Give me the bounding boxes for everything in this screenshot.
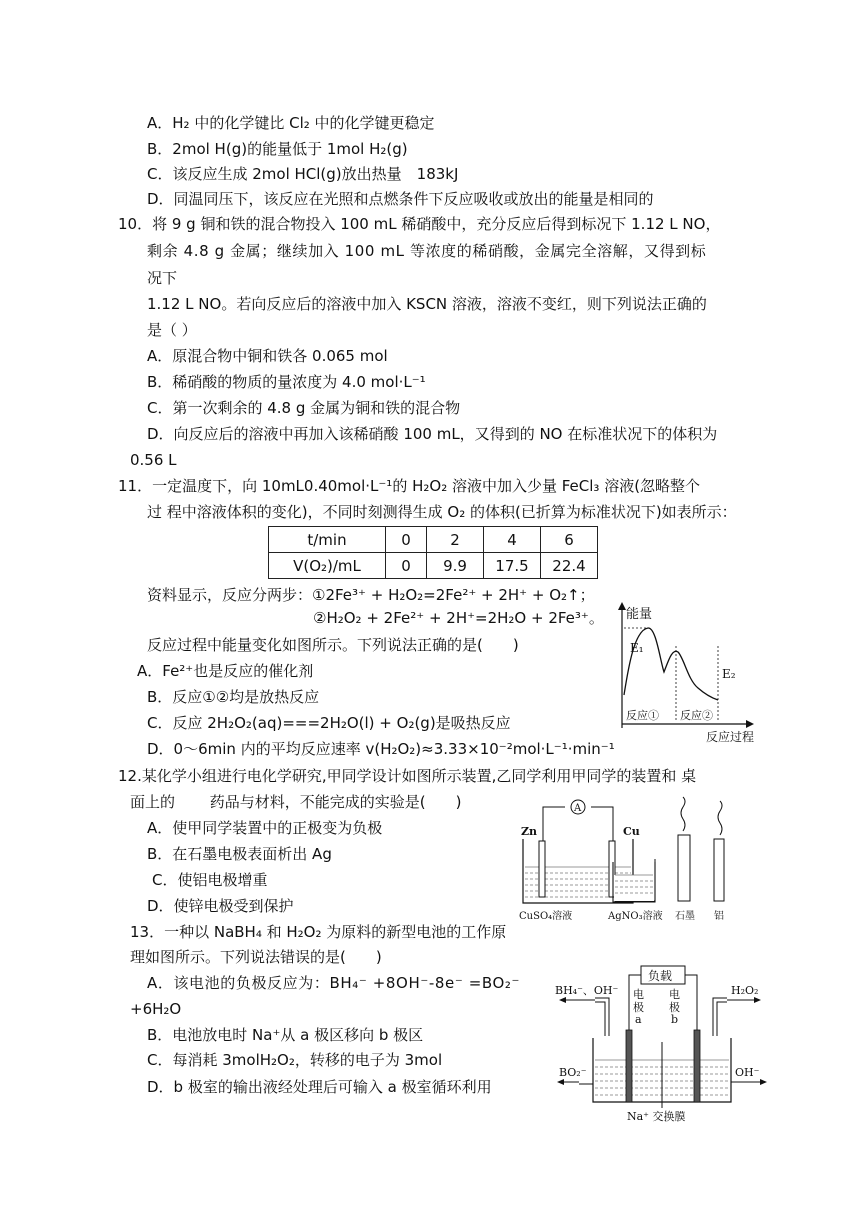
table-cell: 2	[427, 527, 484, 553]
q9-option-d: D．同温同压下，该反应在光照和点燃条件下反应吸收或放出的能量是相同的	[147, 190, 654, 208]
q11-stem-1: 11．一定温度下，向 10mL0.40mol·L⁻¹的 H₂O₂ 溶液中加入少量 FeCl₃ 溶液(忽略整个	[118, 477, 701, 495]
table-cell: 4	[484, 527, 541, 553]
energy-axis-label: 能量	[626, 607, 653, 622]
electrode-b-label-1: 电	[669, 988, 680, 1001]
electrode-a-label-1: 电	[633, 988, 644, 1001]
load-label: 负载	[648, 969, 673, 983]
electrode-b-label-2: 极	[669, 1001, 680, 1014]
q11-info-2: ②H₂O₂ + 2Fe²⁺ + 2H⁺=2H₂O + 2Fe³⁺。	[313, 609, 604, 627]
q10-option-b: B．稀硝酸的物质的量浓度为 4.0 mol·L⁻¹	[147, 373, 426, 391]
q13-option-b: B．电池放电时 Na⁺从 a 极区移向 b 极区	[147, 1026, 424, 1044]
cuso4-label: CuSO₄溶液	[519, 911, 573, 922]
q10-stem-5: 是（ ）	[147, 321, 197, 339]
step1-label: 反应①	[626, 709, 659, 722]
table-cell: t/min	[269, 527, 386, 553]
outlet-left-label: BO₂⁻	[559, 1066, 587, 1079]
table-cell: 0	[386, 553, 427, 579]
electrode-a-label-3: a	[635, 1013, 642, 1026]
zn-label: Zn	[521, 825, 538, 838]
q9-option-c: C．该反应生成 2mol HCl(g)放出热量 183kJ	[147, 165, 459, 183]
q10-option-a: A．原混合物中铜和铁各 0.065 mol	[147, 347, 388, 365]
electrode-b-label-3: b	[671, 1013, 679, 1026]
table-cell: 17.5	[484, 553, 541, 579]
e2-label: E₂	[722, 667, 736, 681]
ammeter-icon: A	[574, 803, 582, 814]
o2-volume-table	[268, 526, 598, 579]
table-cell: 6	[541, 527, 598, 553]
membrane-label: Na⁺ 交换膜	[627, 1110, 686, 1123]
q12-stem-1: 12.某化学小组进行电化学研究,甲同学设计如图所示装置,乙同学利用甲同学的装置和 桌	[118, 767, 697, 785]
q13-option-d: D．b 极室的输出液经处理后可输入 a 极室循环利用	[147, 1078, 492, 1096]
table-cell: 9.9	[427, 553, 484, 579]
q10-stem-3: 况下	[147, 269, 178, 287]
table-cell: 0	[386, 527, 427, 553]
electrode-a-label-2: 极	[633, 1001, 644, 1014]
q11-option-b: B．反应①②均是放热反应	[147, 688, 320, 706]
q10-stem-2: 剩余 4.8 g 金属；继续加入 100 mL 等浓度的稀硝酸，金属完全溶解，又得到标	[147, 242, 707, 260]
e1-label: E₁	[630, 641, 644, 655]
table-cell: V(O₂)/mL	[269, 553, 386, 579]
table-row	[269, 527, 598, 553]
step2-label: 反应②	[680, 709, 713, 722]
q11-option-c: C．反应 2H₂O₂(aq)===2H₂O(l) + O₂(g)是吸热反应	[147, 714, 511, 732]
q10-option-c: C．第一次剩余的 4.8 g 金属为铜和铁的混合物	[147, 399, 461, 417]
inlet-right-label: H₂O₂	[731, 984, 759, 997]
q13-option-a-cont: +6H₂O	[130, 1000, 182, 1018]
q12-option-b: B．在石墨电极表面析出 Ag	[147, 845, 332, 863]
agno3-label: AgNO₃溶液	[608, 911, 663, 922]
energy-diagram	[590, 600, 770, 750]
outlet-right-label: OH⁻	[735, 1066, 760, 1079]
reaction-progress-label: 反应过程	[706, 730, 755, 744]
table-row	[269, 553, 598, 579]
q10-stem-4: 1.12 L NO。若向反应后的溶液中加入 KSCN 溶液，溶液不变红，则下列说法正确的	[147, 295, 707, 313]
q11-option-a: A．Fe²⁺也是反应的催化剂	[137, 662, 314, 680]
q13-stem-2: 理如图所示。下列说法错误的是( )	[130, 948, 382, 966]
q13-option-c: C．每消耗 3molH₂O₂，转移的电子为 3mol	[147, 1051, 443, 1069]
q13-option-a: A．该电池的负极反应为：BH₄⁻ +8OH⁻-8e⁻ =BO₂⁻	[147, 974, 521, 992]
battery-diagram	[555, 962, 770, 1127]
q12-option-d: D．使锌电极受到保护	[147, 897, 294, 915]
inlet-left-label: BH₄⁻、OH⁻	[555, 984, 619, 997]
q9-option-b: B．2mol H(g)的能量低于 1mol H₂(g)	[147, 140, 408, 158]
q10-stem-1: 10．将 9 g 铜和铁的混合物投入 100 mL 稀硝酸中，充分反应后得到标况下 1.12 L NO，	[118, 215, 721, 233]
q11-stem-3: 反应过程中能量变化如图所示。下列说法正确的是( )	[147, 636, 519, 654]
q12-option-c: C．使铝电极增重	[152, 871, 268, 889]
table-cell: 22.4	[541, 553, 598, 579]
cu-label: Cu	[623, 825, 640, 838]
graphite-label: 石墨	[675, 911, 695, 922]
q11-info-1: 资料显示，反应分两步：①2Fe³⁺ + H₂O₂=2Fe²⁺ + 2H⁺ + O₂↑；	[147, 586, 595, 604]
q11-stem-2: 过 程中溶液体积的变化)，不同时刻测得生成 O₂ 的体积(已折算为标准状况下)如表所示：	[147, 503, 737, 521]
q10-option-d-cont: 0.56 L	[130, 451, 177, 469]
q10-option-d: D．向反应后的溶液中再加入该稀硝酸 100 mL，又得到的 NO 在标准状况下的体积为	[147, 425, 718, 443]
al-label: 铝	[714, 911, 724, 922]
q11-option-d: D．0～6min 内的平均反应速率 v(H₂O₂)≈3.33×10⁻²mol·L⁻¹·min⁻¹	[147, 740, 615, 758]
galvanic-cell-diagram	[515, 795, 750, 925]
q12-stem-2: 面上的 药品与材料，不能完成的实验是( )	[130, 793, 462, 811]
q12-option-a: A．使甲同学装置中的正极变为负极	[147, 819, 383, 837]
q9-option-a: A．H₂ 中的化学键比 Cl₂ 中的化学键更稳定	[147, 114, 435, 132]
q13-stem-1: 13．一种以 NaBH₄ 和 H₂O₂ 为原料的新型电池的工作原	[130, 923, 507, 941]
